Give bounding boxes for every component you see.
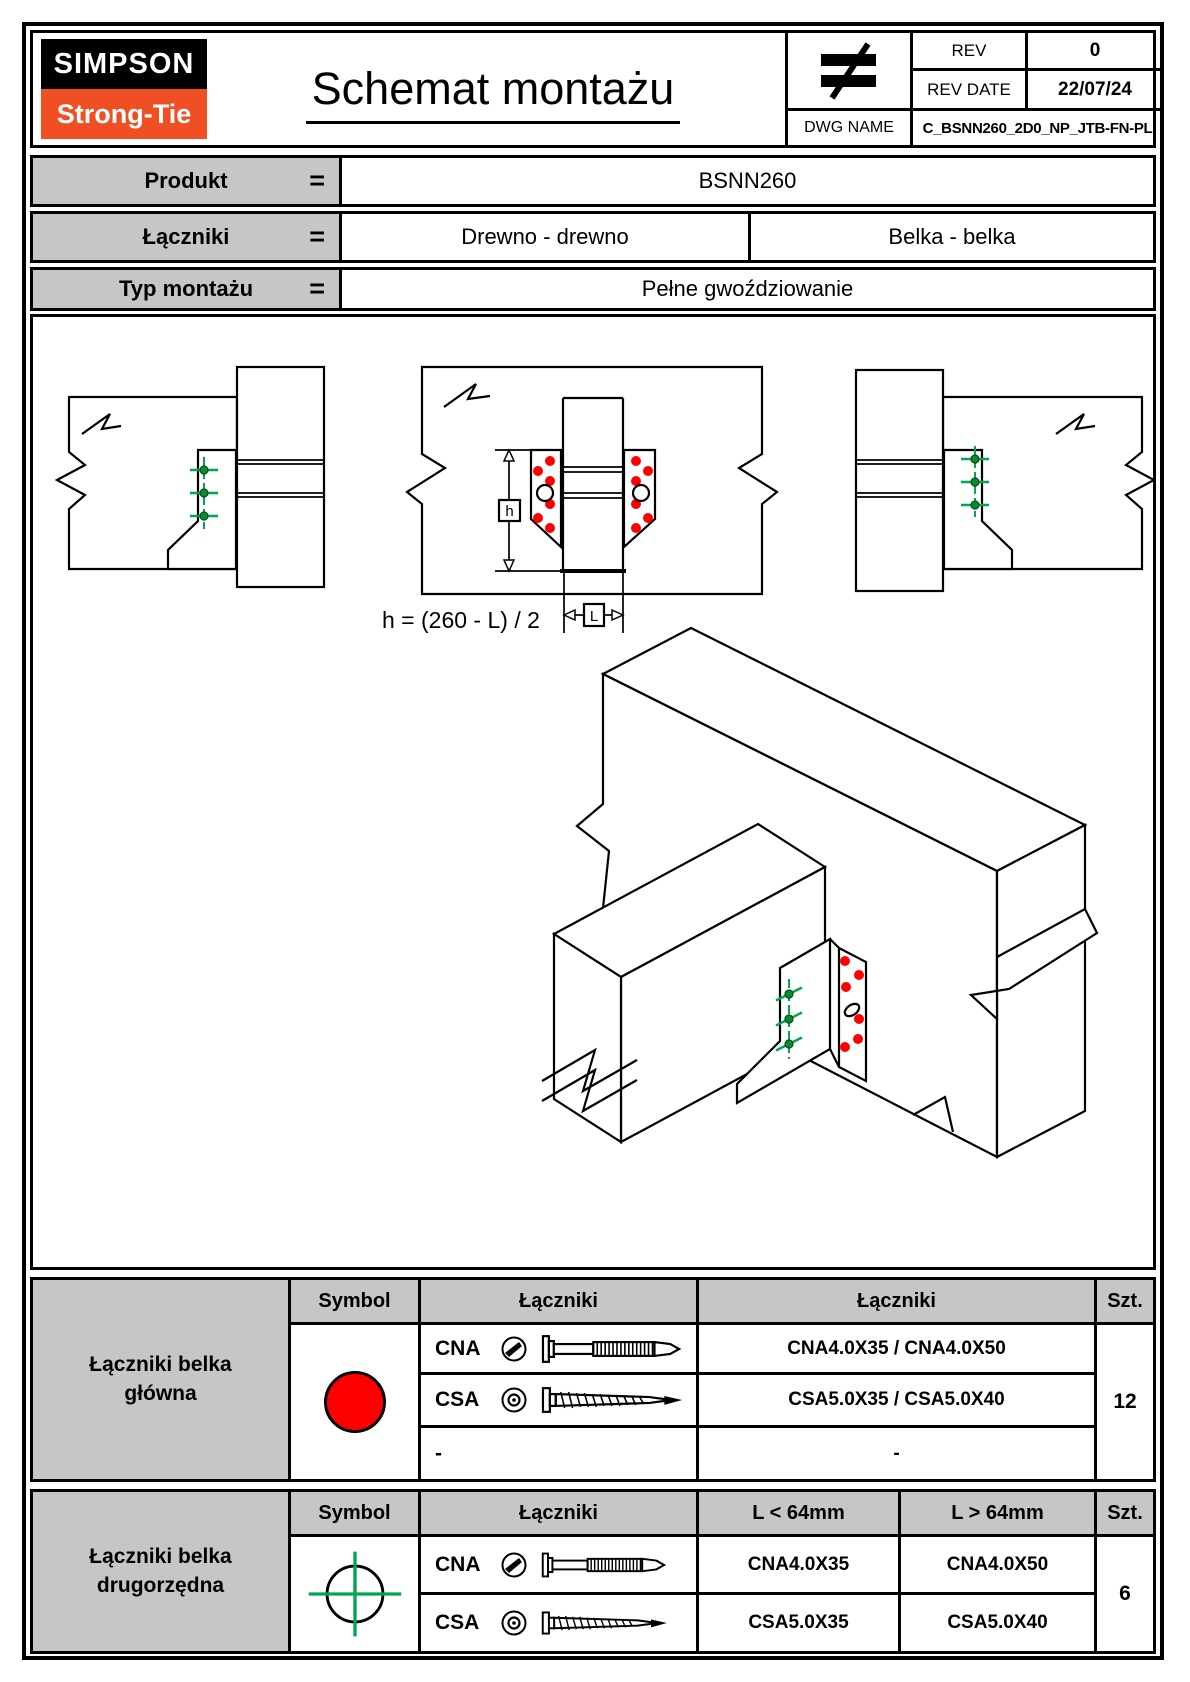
- title-block: [30, 30, 1156, 148]
- not-equal-projection-symbol-icon: [788, 33, 913, 111]
- registered-mark: ®: [198, 131, 205, 141]
- csa-fastener-cell: CSA: [421, 1595, 699, 1651]
- equals-sign: =: [309, 221, 325, 252]
- cna-spec-long: CNA4.0X50: [901, 1537, 1097, 1595]
- nail-icon: [541, 1334, 689, 1364]
- fasteners-value-members: Belka - belka: [888, 224, 1016, 249]
- table-row-label: Łączniki belka główna: [33, 1280, 291, 1479]
- front-view-center: [382, 367, 777, 633]
- cna-spec-short: CNA4.0X35: [699, 1537, 901, 1595]
- cna-fastener-cell: CNA: [421, 1537, 699, 1595]
- empty-spec: -: [699, 1428, 1097, 1479]
- csa-circle-icon: [500, 1386, 528, 1414]
- svg-text:h: h: [505, 503, 514, 520]
- rev-value: 0: [1028, 33, 1162, 71]
- csa-circle-icon: [500, 1609, 528, 1637]
- secondary-beam-symbol-cell: [291, 1537, 421, 1651]
- col-header-l-short: L < 64mm: [699, 1492, 901, 1537]
- col-header-fasteners: Łączniki: [421, 1280, 699, 1325]
- csa-spec-long: CSA5.0X40: [901, 1595, 1097, 1651]
- nail-icon: [541, 1551, 673, 1579]
- secondary-beam-fastener-table: [30, 1489, 1156, 1654]
- dwg-name-label: DWG NAME: [788, 111, 913, 145]
- dwg-name-value: C_BSNN260_2D0_NP_JTB-FN-PL: [922, 119, 1153, 137]
- empty-fastener-cell: -: [421, 1428, 699, 1479]
- simpson-strongtie-logo: [41, 39, 207, 139]
- csa-fastener-cell: CSA: [421, 1375, 699, 1428]
- fasteners-value-material: Drewno - drewno: [342, 214, 751, 260]
- page-title: Schemat montażu: [203, 63, 783, 124]
- screw-icon: [541, 1609, 673, 1637]
- drawing-area: [30, 314, 1156, 1270]
- cna-circle-icon: [500, 1335, 528, 1363]
- product-label-cell: Produkt =: [33, 158, 342, 204]
- main-beam-qty: 12: [1113, 1390, 1137, 1413]
- assembly-diagram: [33, 317, 1153, 1267]
- product-row: [30, 155, 1156, 207]
- red-circle-symbol-icon: [324, 1371, 386, 1433]
- rev-date-label: REV DATE: [913, 71, 1028, 111]
- cna-circle-icon: [500, 1551, 528, 1579]
- fasteners-label-cell: Łączniki =: [33, 214, 342, 260]
- logo-simpson: SIMPSON: [41, 39, 207, 89]
- cna-spec: CNA4.0X35 / CNA4.0X50: [699, 1325, 1097, 1375]
- col-header-fasteners: Łączniki: [699, 1280, 1097, 1325]
- bolt-hole: [633, 485, 649, 501]
- col-header-symbol: Symbol: [291, 1280, 421, 1325]
- svg-text:L: L: [589, 608, 599, 625]
- product-value: BSNN260: [698, 168, 797, 193]
- bolt-hole: [537, 485, 553, 501]
- csa-spec: CSA5.0X35 / CSA5.0X40: [699, 1375, 1097, 1428]
- rev-label: REV: [913, 33, 1028, 71]
- col-header-qty: Szt.: [1097, 1492, 1153, 1537]
- fasteners-row: [30, 211, 1156, 263]
- rev-date-value: 22/07/24: [1028, 71, 1162, 111]
- height-formula: h = (260 - L) / 2: [382, 607, 540, 633]
- table-row-label: Łączniki belka drugorzędna: [33, 1492, 291, 1651]
- isometric-view: [542, 628, 1097, 1157]
- side-view-right: [856, 370, 1153, 591]
- main-beam-fastener-table: [30, 1277, 1156, 1482]
- screw-icon: [541, 1385, 689, 1415]
- col-header-fasteners: Łączniki: [421, 1492, 699, 1537]
- col-header-qty: Szt.: [1097, 1280, 1153, 1325]
- equals-sign: =: [309, 273, 325, 304]
- secondary-beam-qty: 6: [1119, 1582, 1131, 1605]
- main-beam-end-face: [997, 825, 1085, 1157]
- logo-strongtie: Strong-Tie ®: [41, 89, 207, 139]
- mount-type-value: Pełne gwoździowanie: [641, 276, 854, 301]
- green-crosshair-symbol-icon: [303, 1542, 407, 1646]
- col-header-symbol: Symbol: [291, 1492, 421, 1537]
- revision-block: [785, 33, 1162, 145]
- equals-sign: =: [309, 165, 325, 196]
- mount-type-row: [30, 267, 1156, 311]
- side-view-left: [57, 367, 324, 587]
- cna-fastener-cell: CNA: [421, 1325, 699, 1375]
- col-header-l-long: L > 64mm: [901, 1492, 1097, 1537]
- mount-type-label-cell: Typ montażu =: [33, 270, 342, 308]
- main-beam-symbol-cell: [291, 1325, 421, 1479]
- csa-spec-short: CSA5.0X35: [699, 1595, 901, 1651]
